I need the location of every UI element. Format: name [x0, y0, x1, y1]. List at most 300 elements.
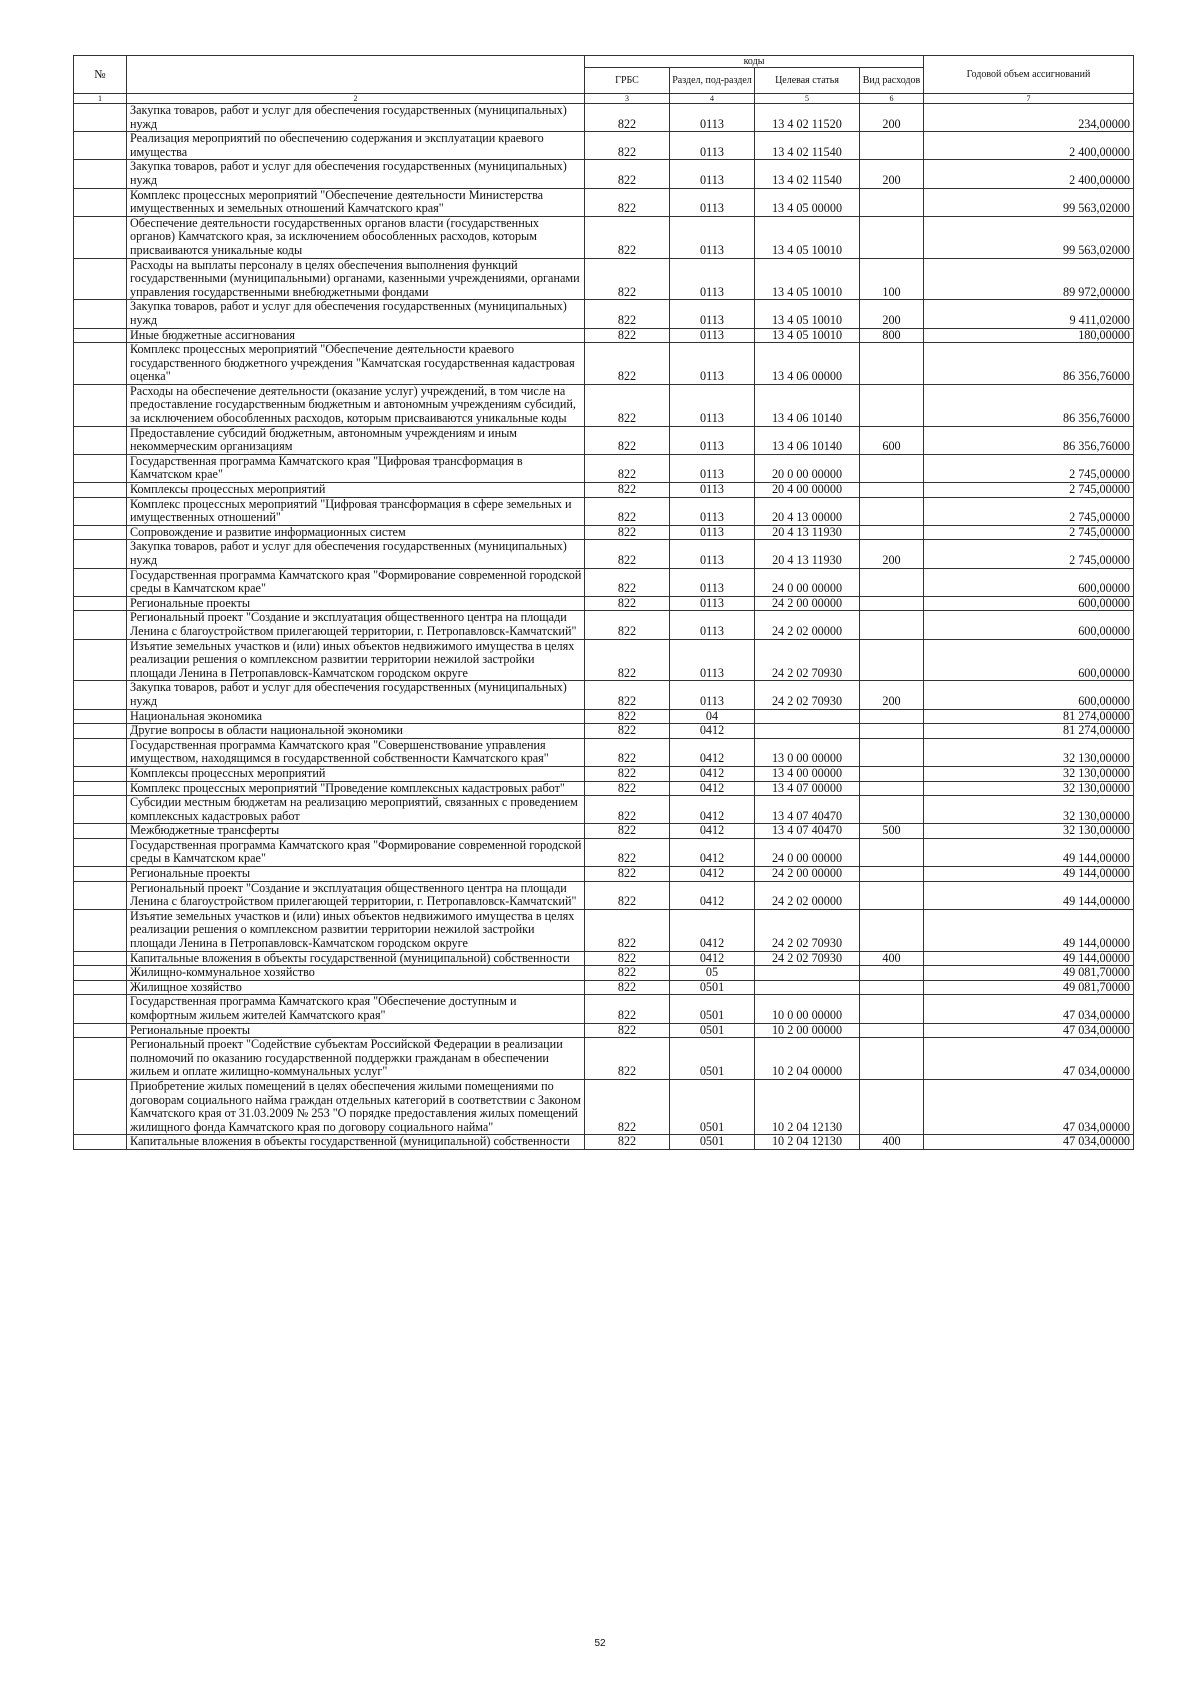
cell-target-article: 10 0 00 00000 — [755, 995, 860, 1023]
cell-amount: 32 130,00000 — [924, 781, 1134, 796]
cell-item-name: Государственная программа Камчатского края "Цифровая трансформация в Камчатском крае" — [127, 454, 585, 482]
header-number: № — [74, 56, 127, 94]
cell-section: 0412 — [670, 909, 755, 951]
header-section: Раздел, под-раздел — [670, 68, 755, 94]
cell-section: 0113 — [670, 216, 755, 258]
budget-allocation-table — [73, 55, 1134, 1150]
table-row — [74, 1079, 1134, 1134]
cell-target-article: 10 2 04 00000 — [755, 1038, 860, 1080]
table-row — [74, 132, 1134, 160]
cell-number — [74, 328, 127, 343]
header-codes: коды — [585, 56, 924, 68]
cell-amount: 2 745,00000 — [924, 497, 1134, 525]
cell-grbs: 822 — [585, 980, 670, 995]
cell-item-name: Региональный проект "Создание и эксплуатация общественного центра на площади Ленина с благоустройством прилегающей территории, г. Петропавловск-Камчатский" — [127, 881, 585, 909]
cell-section: 0501 — [670, 1038, 755, 1080]
cell-number — [74, 525, 127, 540]
cell-grbs: 822 — [585, 596, 670, 611]
cell-expense-type — [860, 497, 924, 525]
cell-grbs: 822 — [585, 838, 670, 866]
cell-section: 0501 — [670, 980, 755, 995]
cell-expense-type — [860, 384, 924, 426]
cell-amount: 49 144,00000 — [924, 867, 1134, 882]
cell-amount: 32 130,00000 — [924, 824, 1134, 839]
cell-grbs: 822 — [585, 384, 670, 426]
cell-target-article: 24 2 02 70930 — [755, 639, 860, 681]
cell-target-article: 20 4 13 00000 — [755, 497, 860, 525]
cell-expense-type — [860, 838, 924, 866]
cell-grbs: 822 — [585, 540, 670, 568]
cell-item-name: Капитальные вложения в объекты государственной (муниципальной) собственности — [127, 1135, 585, 1150]
cell-number — [74, 258, 127, 300]
table-row — [74, 188, 1134, 216]
table-body — [74, 104, 1134, 1150]
cell-target-article: 13 4 05 00000 — [755, 188, 860, 216]
cell-amount: 2 745,00000 — [924, 454, 1134, 482]
cell-item-name: Сопровождение и развитие информационных систем — [127, 525, 585, 540]
cell-section: 0412 — [670, 766, 755, 781]
cell-number — [74, 1079, 127, 1134]
cell-expense-type — [860, 1023, 924, 1038]
cell-amount: 81 274,00000 — [924, 709, 1134, 724]
cell-amount: 49 144,00000 — [924, 881, 1134, 909]
cell-amount: 32 130,00000 — [924, 766, 1134, 781]
cell-target-article: 13 4 07 00000 — [755, 781, 860, 796]
cell-grbs: 822 — [585, 681, 670, 709]
cell-expense-type — [860, 796, 924, 824]
cell-expense-type — [860, 867, 924, 882]
cell-number — [74, 724, 127, 739]
cell-item-name: Национальная экономика — [127, 709, 585, 724]
cell-expense-type — [860, 216, 924, 258]
table-row — [74, 639, 1134, 681]
cell-section: 0412 — [670, 796, 755, 824]
cell-number — [74, 216, 127, 258]
cell-section: 0113 — [670, 132, 755, 160]
cell-target-article — [755, 724, 860, 739]
cell-target-article: 13 4 05 10010 — [755, 300, 860, 328]
cell-item-name: Расходы на обеспечение деятельности (оказание услуг) учреждений, в том числе на предоставление государственным бюджетным и автономным учреждениям субсидий, за исключением обособленных расходов, которым присваиваются уникальные коды — [127, 384, 585, 426]
cell-expense-type: 400 — [860, 951, 924, 966]
cell-item-name: Комплексы процессных мероприятий — [127, 766, 585, 781]
cell-grbs: 822 — [585, 867, 670, 882]
cell-expense-type — [860, 525, 924, 540]
cell-section: 0412 — [670, 724, 755, 739]
cell-expense-type — [860, 454, 924, 482]
table-row — [74, 540, 1134, 568]
cell-grbs: 822 — [585, 781, 670, 796]
cell-item-name: Субсидии местным бюджетам на реализацию мероприятий, связанных с проведением комплексных кадастровых работ — [127, 796, 585, 824]
cell-grbs: 822 — [585, 909, 670, 951]
cell-grbs: 822 — [585, 1038, 670, 1080]
cell-expense-type — [860, 781, 924, 796]
header-expense-type: Вид расходов — [860, 68, 924, 94]
cell-number — [74, 639, 127, 681]
cell-number — [74, 1135, 127, 1150]
header-index-row — [74, 94, 1134, 104]
table-row — [74, 568, 1134, 596]
cell-number — [74, 709, 127, 724]
table-row — [74, 596, 1134, 611]
cell-item-name: Межбюджетные трансферты — [127, 824, 585, 839]
cell-grbs: 822 — [585, 951, 670, 966]
cell-amount: 49 081,70000 — [924, 980, 1134, 995]
cell-item-name: Государственная программа Камчатского края "Формирование современной городской среды в Камчатском крае" — [127, 838, 585, 866]
cell-item-name: Капитальные вложения в объекты государственной (муниципальной) собственности — [127, 951, 585, 966]
cell-number — [74, 384, 127, 426]
cell-grbs: 822 — [585, 188, 670, 216]
cell-item-name: Региональный проект "Содействие субъектам Российской Федерации в реализации полномочий по оказанию государственной поддержки гражданам в обеспечении жильем и оплате жилищно-коммунальных услуг" — [127, 1038, 585, 1080]
table-row — [74, 160, 1134, 188]
cell-amount: 86 356,76000 — [924, 343, 1134, 385]
cell-item-name: Комплекс процессных мероприятий "Обеспечение деятельности краевого государственного бюджетного учреждения "Камчатская государственная кадастровая оценка" — [127, 343, 585, 385]
cell-number — [74, 188, 127, 216]
cell-section: 0501 — [670, 1023, 755, 1038]
table-row — [74, 824, 1134, 839]
table-row — [74, 300, 1134, 328]
cell-grbs: 822 — [585, 1135, 670, 1150]
table-row — [74, 738, 1134, 766]
table-row — [74, 258, 1134, 300]
cell-grbs: 822 — [585, 611, 670, 639]
cell-expense-type — [860, 568, 924, 596]
cell-grbs: 822 — [585, 1023, 670, 1038]
cell-number — [74, 454, 127, 482]
cell-section: 0412 — [670, 867, 755, 882]
cell-number — [74, 966, 127, 981]
cell-item-name: Региональные проекты — [127, 596, 585, 611]
cell-item-name: Иные бюджетные ассигнования — [127, 328, 585, 343]
cell-expense-type — [860, 483, 924, 498]
cell-expense-type — [860, 596, 924, 611]
cell-section: 0412 — [670, 881, 755, 909]
table-row — [74, 951, 1134, 966]
cell-amount: 2 400,00000 — [924, 160, 1134, 188]
cell-section: 0113 — [670, 681, 755, 709]
cell-expense-type — [860, 1038, 924, 1080]
cell-grbs: 822 — [585, 343, 670, 385]
cell-section: 0113 — [670, 483, 755, 498]
cell-target-article: 24 0 00 00000 — [755, 838, 860, 866]
cell-grbs: 822 — [585, 766, 670, 781]
cell-number — [74, 497, 127, 525]
cell-grbs: 822 — [585, 300, 670, 328]
cell-number — [74, 824, 127, 839]
header-index-cell: 3 — [585, 94, 670, 104]
table-row — [74, 454, 1134, 482]
cell-grbs: 822 — [585, 709, 670, 724]
cell-number — [74, 766, 127, 781]
cell-amount: 49 144,00000 — [924, 909, 1134, 951]
cell-item-name: Расходы на выплаты персоналу в целях обеспечения выполнения функций государственными (муниципальными) органами, казенными учреждениями, органами управления государственными внебюджетными фондами — [127, 258, 585, 300]
table-row — [74, 980, 1134, 995]
cell-section: 0501 — [670, 1135, 755, 1150]
cell-target-article: 13 4 07 40470 — [755, 796, 860, 824]
cell-item-name: Другие вопросы в области национальной экономики — [127, 724, 585, 739]
cell-target-article — [755, 709, 860, 724]
cell-section: 0113 — [670, 596, 755, 611]
cell-expense-type — [860, 766, 924, 781]
cell-target-article: 13 4 00 00000 — [755, 766, 860, 781]
cell-target-article: 24 2 00 00000 — [755, 867, 860, 882]
cell-grbs: 822 — [585, 426, 670, 454]
cell-target-article: 24 2 02 70930 — [755, 681, 860, 709]
cell-target-article: 20 4 13 11930 — [755, 525, 860, 540]
cell-number — [74, 300, 127, 328]
cell-target-article: 24 0 00 00000 — [755, 568, 860, 596]
table-row — [74, 796, 1134, 824]
cell-expense-type — [860, 611, 924, 639]
cell-item-name: Закупка товаров, работ и услуг для обеспечения государственных (муниципальных) нужд — [127, 300, 585, 328]
cell-item-name: Государственная программа Камчатского края "Формирование современной городской среды в Камчатском крае" — [127, 568, 585, 596]
cell-expense-type — [860, 738, 924, 766]
cell-section: 0412 — [670, 951, 755, 966]
table-row — [74, 709, 1134, 724]
cell-number — [74, 881, 127, 909]
cell-grbs: 822 — [585, 796, 670, 824]
cell-amount: 86 356,76000 — [924, 384, 1134, 426]
cell-target-article: 24 2 02 00000 — [755, 611, 860, 639]
cell-item-name: Государственная программа Камчатского края "Обеспечение доступным и комфортным жильем жителей Камчатского края" — [127, 995, 585, 1023]
cell-grbs: 822 — [585, 216, 670, 258]
cell-item-name: Региональные проекты — [127, 1023, 585, 1038]
cell-item-name: Закупка товаров, работ и услуг для обеспечения государственных (муниципальных) нужд — [127, 160, 585, 188]
cell-amount: 600,00000 — [924, 639, 1134, 681]
cell-section: 0113 — [670, 343, 755, 385]
cell-amount: 9 411,02000 — [924, 300, 1134, 328]
cell-expense-type — [860, 966, 924, 981]
cell-target-article — [755, 980, 860, 995]
cell-number — [74, 909, 127, 951]
cell-section: 0113 — [670, 611, 755, 639]
cell-number — [74, 426, 127, 454]
cell-amount: 2 745,00000 — [924, 525, 1134, 540]
cell-expense-type — [860, 709, 924, 724]
cell-target-article: 13 4 06 10140 — [755, 384, 860, 426]
header-index-cell: 2 — [127, 94, 585, 104]
cell-amount: 2 400,00000 — [924, 132, 1134, 160]
cell-section: 0113 — [670, 188, 755, 216]
cell-item-name: Приобретение жилых помещений в целях обеспечения жилыми помещениями по договорам социального найма граждан отдельных категорий в соответствии с Законом Камчатского края от 31.03.2009 № 253 "О порядке предоставления жилых помещений жилищного фонда Камчатского края по договору социального найма" — [127, 1079, 585, 1134]
header-index-cell: 6 — [860, 94, 924, 104]
cell-section: 0412 — [670, 824, 755, 839]
cell-section: 0113 — [670, 104, 755, 132]
cell-grbs: 822 — [585, 639, 670, 681]
cell-amount: 81 274,00000 — [924, 724, 1134, 739]
cell-target-article: 13 4 05 10010 — [755, 216, 860, 258]
cell-amount: 600,00000 — [924, 681, 1134, 709]
cell-number — [74, 781, 127, 796]
cell-amount: 47 034,00000 — [924, 1023, 1134, 1038]
cell-amount: 600,00000 — [924, 611, 1134, 639]
cell-expense-type: 200 — [860, 540, 924, 568]
table-header — [74, 56, 1134, 104]
cell-item-name: Предоставление субсидий бюджетным, автономным учреждениям и иным некоммерческим организациям — [127, 426, 585, 454]
cell-section: 0501 — [670, 995, 755, 1023]
cell-grbs: 822 — [585, 738, 670, 766]
cell-number — [74, 568, 127, 596]
cell-number — [74, 738, 127, 766]
cell-amount: 180,00000 — [924, 328, 1134, 343]
table-row — [74, 328, 1134, 343]
cell-number — [74, 611, 127, 639]
table-row — [74, 384, 1134, 426]
cell-number — [74, 132, 127, 160]
cell-amount: 234,00000 — [924, 104, 1134, 132]
cell-target-article: 13 4 02 11540 — [755, 132, 860, 160]
cell-target-article: 10 2 04 12130 — [755, 1135, 860, 1150]
cell-item-name: Комплекс процессных мероприятий "Обеспечение деятельности Министерства имущественных и земельных отношений Камчатского края" — [127, 188, 585, 216]
table-row — [74, 766, 1134, 781]
cell-grbs: 822 — [585, 966, 670, 981]
cell-number — [74, 995, 127, 1023]
cell-amount: 2 745,00000 — [924, 483, 1134, 498]
cell-number — [74, 596, 127, 611]
cell-number — [74, 160, 127, 188]
cell-item-name: Жилищное хозяйство — [127, 980, 585, 995]
cell-amount: 47 034,00000 — [924, 995, 1134, 1023]
cell-grbs: 822 — [585, 995, 670, 1023]
cell-grbs: 822 — [585, 1079, 670, 1134]
table-row — [74, 909, 1134, 951]
cell-item-name: Обеспечение деятельности государственных органов власти (государственных органов) Камчатского края, за исключением обособленных расходов, которым присваиваются уникальные коды — [127, 216, 585, 258]
table-row — [74, 838, 1134, 866]
cell-grbs: 822 — [585, 525, 670, 540]
cell-section: 0113 — [670, 525, 755, 540]
header-target-article: Целевая статья — [755, 68, 860, 94]
cell-item-name: Изъятие земельных участков и (или) иных объектов недвижимого имущества в целях реализации решения о комплексном развитии территории нежилой застройки площади Ленина в Петропавловск-Камчатском городском округе — [127, 909, 585, 951]
cell-target-article: 20 0 00 00000 — [755, 454, 860, 482]
table-row — [74, 497, 1134, 525]
cell-amount: 47 034,00000 — [924, 1079, 1134, 1134]
cell-target-article: 10 2 00 00000 — [755, 1023, 860, 1038]
cell-number — [74, 1023, 127, 1038]
header-name — [127, 56, 585, 94]
cell-number — [74, 681, 127, 709]
cell-amount: 99 563,02000 — [924, 188, 1134, 216]
header-annual-volume: Годовой объем ассигнований — [924, 56, 1134, 94]
cell-target-article: 13 4 06 00000 — [755, 343, 860, 385]
budget-table-sheet — [73, 55, 1133, 1150]
cell-target-article: 20 4 00 00000 — [755, 483, 860, 498]
table-row — [74, 483, 1134, 498]
cell-grbs: 822 — [585, 724, 670, 739]
table-row — [74, 966, 1134, 981]
table-row — [74, 1023, 1134, 1038]
cell-item-name: Комплексы процессных мероприятий — [127, 483, 585, 498]
cell-item-name: Закупка товаров, работ и услуг для обеспечения государственных (муниципальных) нужд — [127, 104, 585, 132]
cell-section: 0412 — [670, 781, 755, 796]
cell-expense-type — [860, 980, 924, 995]
cell-grbs: 822 — [585, 258, 670, 300]
cell-section: 05 — [670, 966, 755, 981]
cell-number — [74, 540, 127, 568]
table-row — [74, 681, 1134, 709]
cell-item-name: Реализация мероприятий по обеспечению содержания и эксплуатации краевого имущества — [127, 132, 585, 160]
table-row — [74, 995, 1134, 1023]
cell-amount: 49 144,00000 — [924, 838, 1134, 866]
cell-amount: 86 356,76000 — [924, 426, 1134, 454]
cell-target-article: 13 4 05 10010 — [755, 258, 860, 300]
header-index-cell: 5 — [755, 94, 860, 104]
cell-amount: 47 034,00000 — [924, 1038, 1134, 1080]
cell-expense-type: 400 — [860, 1135, 924, 1150]
cell-expense-type — [860, 909, 924, 951]
cell-item-name: Жилищно-коммунальное хозяйство — [127, 966, 585, 981]
header-grbs: ГРБС — [585, 68, 670, 94]
table-row — [74, 216, 1134, 258]
table-row — [74, 525, 1134, 540]
cell-grbs: 822 — [585, 483, 670, 498]
cell-amount: 47 034,00000 — [924, 1135, 1134, 1150]
table-row — [74, 724, 1134, 739]
cell-section: 0113 — [670, 639, 755, 681]
cell-target-article: 24 2 02 70930 — [755, 951, 860, 966]
cell-section: 04 — [670, 709, 755, 724]
cell-target-article — [755, 966, 860, 981]
table-row — [74, 426, 1134, 454]
cell-expense-type — [860, 343, 924, 385]
cell-grbs: 822 — [585, 881, 670, 909]
cell-section: 0113 — [670, 497, 755, 525]
cell-target-article: 13 4 02 11540 — [755, 160, 860, 188]
table-row — [74, 343, 1134, 385]
cell-section: 0113 — [670, 258, 755, 300]
cell-amount: 49 144,00000 — [924, 951, 1134, 966]
cell-amount: 49 081,70000 — [924, 966, 1134, 981]
cell-item-name: Закупка товаров, работ и услуг для обеспечения государственных (муниципальных) нужд — [127, 540, 585, 568]
cell-item-name: Изъятие земельных участков и (или) иных объектов недвижимого имущества в целях реализации решения о комплексном развитии территории нежилой застройки площади Ленина в Петропавловск-Камчатском городском округе — [127, 639, 585, 681]
cell-section: 0412 — [670, 838, 755, 866]
cell-grbs: 822 — [585, 568, 670, 596]
cell-amount: 99 563,02000 — [924, 216, 1134, 258]
cell-section: 0501 — [670, 1079, 755, 1134]
cell-amount: 2 745,00000 — [924, 540, 1134, 568]
cell-expense-type — [860, 639, 924, 681]
cell-expense-type: 100 — [860, 258, 924, 300]
header-index-cell: 4 — [670, 94, 755, 104]
cell-expense-type: 200 — [860, 160, 924, 188]
cell-grbs: 822 — [585, 104, 670, 132]
table-row — [74, 881, 1134, 909]
table-row — [74, 781, 1134, 796]
cell-item-name: Комплекс процессных мероприятий "Цифровая трансформация в сфере земельных и имущественных отношений" — [127, 497, 585, 525]
cell-amount: 32 130,00000 — [924, 738, 1134, 766]
cell-number — [74, 343, 127, 385]
cell-expense-type: 600 — [860, 426, 924, 454]
cell-target-article: 10 2 04 12130 — [755, 1079, 860, 1134]
cell-grbs: 822 — [585, 132, 670, 160]
cell-section: 0113 — [670, 426, 755, 454]
cell-number — [74, 104, 127, 132]
table-row — [74, 1135, 1134, 1150]
cell-expense-type: 200 — [860, 681, 924, 709]
cell-expense-type: 500 — [860, 824, 924, 839]
cell-number — [74, 483, 127, 498]
cell-expense-type — [860, 132, 924, 160]
cell-target-article: 13 4 02 11520 — [755, 104, 860, 132]
cell-expense-type — [860, 881, 924, 909]
table-row — [74, 1038, 1134, 1080]
cell-number — [74, 796, 127, 824]
cell-section: 0412 — [670, 738, 755, 766]
cell-amount: 600,00000 — [924, 568, 1134, 596]
cell-expense-type — [860, 724, 924, 739]
cell-number — [74, 1038, 127, 1080]
cell-section: 0113 — [670, 160, 755, 188]
cell-grbs: 822 — [585, 497, 670, 525]
cell-item-name: Региональные проекты — [127, 867, 585, 882]
